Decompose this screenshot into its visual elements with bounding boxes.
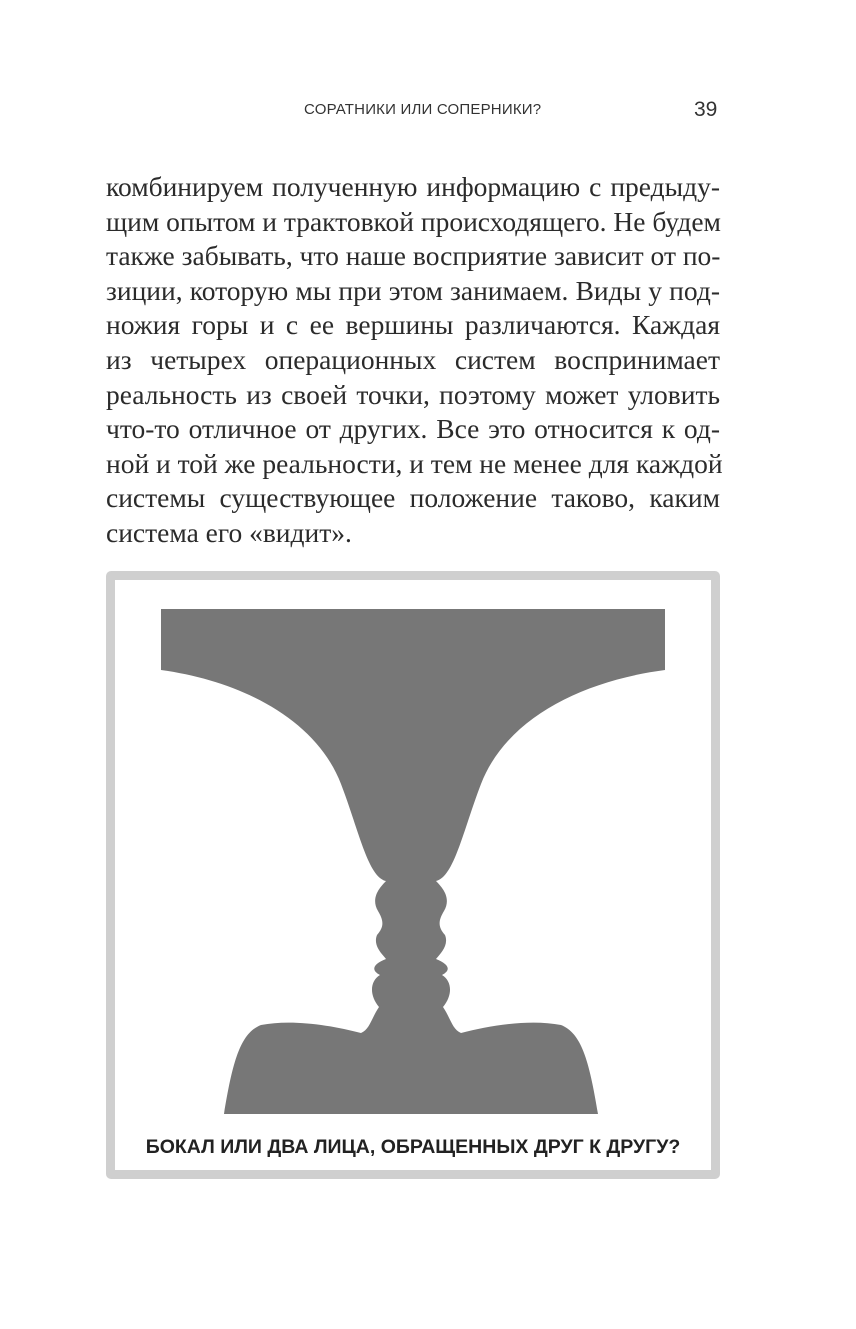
- rubin-vase-illustration: [161, 609, 665, 1114]
- text-line: комбинируем полученную информацию с предыду-: [106, 171, 720, 202]
- text-line: ной и той же реальности, и тем не менее для каждой: [106, 447, 723, 479]
- text-line: ножия горы и с ее вершины различаются. Каждая: [106, 309, 720, 341]
- text-line: реальность из своей точки, поэтому может уловить: [106, 378, 720, 410]
- figure-frame: [106, 571, 720, 1179]
- figure-caption: БОКАЛ ИЛИ ДВА ЛИЦА, ОБРАЩЕННЫХ ДРУГ К ДРУГУ?: [145, 1136, 681, 1158]
- text-line: что-то отличное от других. Все это относится к од-: [106, 413, 720, 445]
- text-line: системы существующее положение таково, каким: [106, 482, 720, 514]
- body-text: [106, 170, 723, 551]
- vase-faces-silhouette: [161, 609, 665, 1114]
- running-head: СОРАТНИКИ ИЛИ СОПЕРНИКИ?: [304, 101, 542, 118]
- text-line: из четырех операционных систем воспринимает: [106, 343, 720, 375]
- text-line: щим опытом и трактовкой происходящего. Не будем: [106, 205, 721, 237]
- text-line: также забывать, что наше восприятие зависит от по-: [106, 240, 721, 272]
- text-line: зиции, которую мы при этом занимаем. Виды у под-: [106, 274, 720, 306]
- page-number: 39: [694, 98, 718, 121]
- text-line: система его «видит».: [106, 516, 352, 548]
